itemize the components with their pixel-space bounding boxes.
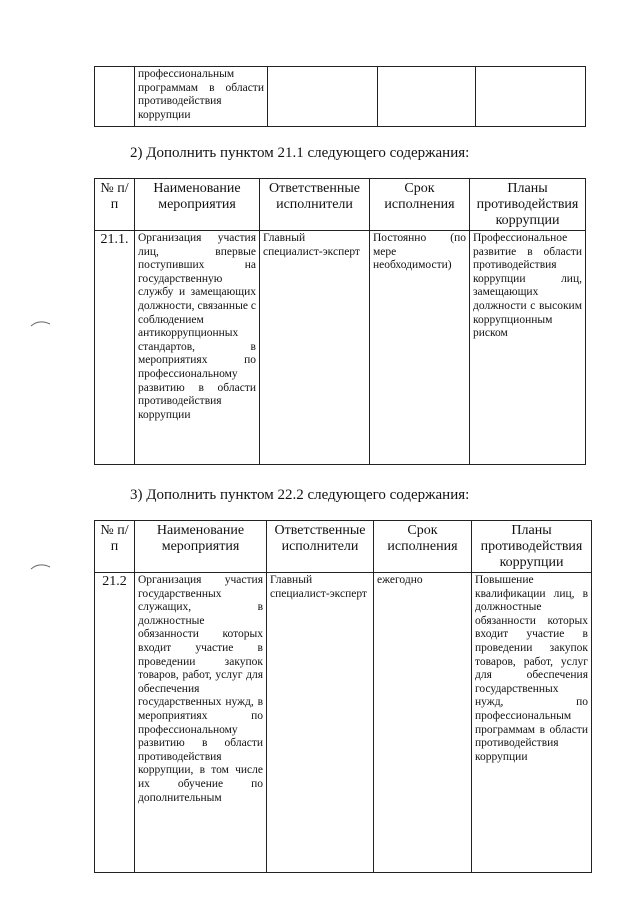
header-responsible: Ответственные исполнители: [260, 179, 370, 231]
event-cell: профессиональным программам в области противодействия коррупции: [135, 67, 268, 127]
header-event: Наименование мероприятия: [135, 521, 267, 573]
row-num: 21.1.: [95, 231, 135, 465]
row-plan: Повышение квалификации лиц, в должностные обязанности которых входит участие в проведении закупок товаров, работ, услуг для обеспечения государственных нужд, по профессиональным программам в области противодействия коррупции: [472, 573, 592, 873]
row-event: Организация участия лиц, впервые поступивших на государственную службу и замещающих должности, связанные с соблюдением антикоррупционных стандартов, в мероприятиях по профессиональному развитию в области противодействия коррупции: [135, 231, 260, 465]
table-row: [95, 67, 586, 127]
responsible-cell: [268, 67, 378, 127]
deadline-cell: [378, 67, 476, 127]
table-header-row: [95, 179, 586, 231]
header-plan: Планы противодействия коррупции: [470, 179, 586, 231]
section-2-heading: 2) Дополнить пунктом 21.1 следующего содержания:: [130, 145, 470, 161]
row-num: 21.2: [95, 573, 135, 873]
row-deadline: ежегодно: [374, 573, 472, 873]
header-num: № п/п: [95, 521, 135, 573]
header-responsible: Ответственные исполнители: [267, 521, 374, 573]
header-deadline: Срок исполнения: [370, 179, 470, 231]
header-deadline: Срок исполнения: [374, 521, 472, 573]
row-deadline: Постоянно (по мере необходимости): [370, 231, 470, 465]
table-header-row: [95, 521, 592, 573]
num-cell: [95, 67, 135, 127]
row-responsible: Главный специалист-эксперт: [267, 573, 374, 873]
row-plan: Профессиональное развитие в области противодействия коррупции лиц, замещающих должности с высоким коррупционным риском: [470, 231, 586, 465]
section-3-heading: 3) Дополнить пунктом 22.2 следующего содержания:: [130, 487, 470, 503]
row-event: Организация участия государственных служащих, в должностные обязанности которых входит участие в проведении закупок товаров, работ, услуг для обеспечения государственных нужд, в мероприятиях по профессиональному развитию в области противодействия коррупции, в том числе их обучение по дополнительным: [135, 573, 267, 873]
header-plan: Планы противодействия коррупции: [472, 521, 592, 573]
plan-cell: [476, 67, 586, 127]
table-22-2: [94, 520, 592, 873]
table-row: [95, 231, 586, 465]
header-num: № п/п: [95, 179, 135, 231]
table-21-1: [94, 178, 586, 465]
row-responsible: Главный специалист-эксперт: [260, 231, 370, 465]
scan-artifact-mark: [30, 318, 52, 328]
continued-table: [94, 66, 586, 127]
header-event: Наименование мероприятия: [135, 179, 260, 231]
scan-artifact-mark: [30, 561, 52, 571]
table-row: [95, 573, 592, 873]
